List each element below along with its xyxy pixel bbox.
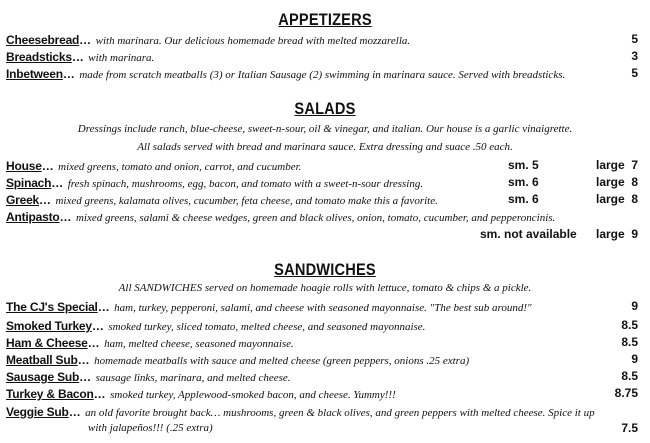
item-name: Antipasto [6, 210, 60, 224]
menu-item-veggie-sub [6, 404, 638, 419]
item-dots: … [68, 405, 81, 419]
item-name: Cheesebread [6, 33, 80, 47]
item-price: 9 [631, 352, 638, 366]
salads-dressing-note: Dressings include ranch, blue-cheese, sweet-n-sour, oil & vinegar, and italian. Our house is a garlic vinaigrette. [77, 123, 573, 135]
item-description: ham, melted cheese, seasoned mayonnaise. [104, 338, 294, 350]
item-description-continued: with jalapeños!!! (.25 extra) [88, 422, 213, 434]
item-name: Breadsticks [6, 50, 72, 64]
item-dots: … [71, 50, 84, 64]
item-description: ham, turkey, pepperoni, salami, and cheese with seasoned mayonnaise. "The best sub around!" [114, 302, 532, 314]
large-label: large [596, 192, 625, 206]
menu-item-house [6, 158, 638, 173]
item-name: Spinach [6, 176, 52, 190]
large-label: large [596, 158, 625, 172]
item-description: smoked turkey, sliced tomato, melted cheese, and seasoned mayonnaise. [108, 321, 426, 333]
item-dots: … [41, 159, 54, 173]
large-price: 9 [631, 227, 638, 241]
item-description: sausage links, marinara, and melted cheese. [95, 372, 291, 384]
item-description: mixed greens, kalamata olives, cucumber, feta cheese, and tomato make this a favorite. [55, 195, 438, 207]
item-dots: … [87, 336, 100, 350]
menu-item-meatball-sub [6, 352, 638, 367]
item-name: Ham & Cheese [6, 336, 88, 350]
menu-item-breadsticks [6, 49, 638, 64]
menu-item-cjs-special [6, 299, 638, 314]
item-dots: … [62, 67, 75, 81]
item-name: Veggie Sub [6, 405, 69, 419]
small-price: sm. 5 [508, 158, 539, 172]
item-dots: … [91, 319, 104, 333]
item-dots: … [51, 176, 64, 190]
item-price: 8.75 [614, 386, 638, 400]
item-dots: … [59, 210, 72, 224]
large-price: 8 [631, 175, 638, 189]
item-name: Meatball Sub [6, 353, 78, 367]
item-price: 5 [631, 66, 638, 80]
menu-item-turkey-bacon [6, 386, 638, 401]
item-price: 7.5 [621, 421, 638, 435]
item-description: with marinara. [88, 52, 155, 64]
large-label: large [596, 227, 625, 241]
item-name: Greek [6, 193, 40, 207]
item-description: mixed greens, salami & cheese wedges, green and black olives, onion, tomato, cucumber, and pepperoncinis. [75, 212, 556, 224]
item-price: 5 [631, 32, 638, 46]
menu-item-ham-cheese [6, 335, 638, 350]
salads-heading: SALADS [294, 99, 356, 118]
item-name: Turkey & Bacon [6, 387, 94, 401]
veggie-sub-continuation [6, 421, 638, 436]
small-price: sm. 6 [508, 192, 539, 206]
appetizers-heading: APPETIZERS [278, 10, 372, 29]
item-dots: … [79, 370, 92, 384]
salads-serving-note: All salads served with bread and marinara sauce. Extra dressing and suace .50 each. [137, 141, 513, 153]
item-description: homemade meatballs with sauce and melted cheese (green peppers, onions .25 extra) [94, 355, 470, 367]
item-price: 8.5 [621, 335, 638, 349]
menu-item-spinach [6, 175, 638, 190]
item-price: 9 [631, 299, 638, 313]
item-description: made from scratch meatballs (3) or Italian Sausage (2) swimming in marinara sauce. Served with breadsticks. [79, 69, 566, 81]
item-name: The CJ's Special [6, 300, 98, 314]
item-dots: … [93, 387, 106, 401]
item-dots: … [39, 193, 52, 207]
small-price: sm. not available [480, 227, 577, 241]
menu-item-smoked-turkey [6, 318, 638, 333]
item-description: smoked turkey, Applewood-smoked bacon, and cheese. Yummy!!! [110, 389, 396, 401]
small-price: sm. 6 [508, 175, 539, 189]
large-price: 8 [631, 192, 638, 206]
item-description: with marinara. Our delicious homemade bread with melted mozzarella. [95, 35, 411, 47]
menu-item-sausage-sub [6, 369, 638, 384]
item-name: Inbetween [6, 67, 63, 81]
item-name: House [6, 159, 42, 173]
item-dots: … [77, 353, 90, 367]
sandwiches-note: All SANDWICHES served on homemade hoagie rolls with lettuce, tomato & chips & a pickle. [118, 282, 532, 294]
menu-item-cheesebread [6, 32, 638, 47]
antipasto-prices [6, 227, 638, 242]
sandwiches-heading: SANDWICHES [274, 260, 376, 279]
item-price: 8.5 [621, 369, 638, 383]
item-description: mixed greens, tomato and onion, carrot, and cucumber. [58, 161, 302, 173]
menu-item-antipasto [6, 209, 638, 224]
item-description: fresh spinach, mushrooms, egg, bacon, and tomato with a sweet-n-sour dressing. [67, 178, 424, 190]
item-name: Sausage Sub [6, 370, 80, 384]
item-name: Smoked Turkey [6, 319, 92, 333]
item-description: an old favorite brought back… mushrooms, green & black olives, and green peppers with melted cheese. Spice it up [85, 407, 595, 419]
item-dots: … [79, 33, 92, 47]
menu-item-greek [6, 192, 638, 207]
item-price: 3 [631, 49, 638, 63]
item-dots: … [97, 300, 110, 314]
large-price: 7 [631, 158, 638, 172]
menu-item-inbetween [6, 66, 638, 81]
item-price: 8.5 [621, 318, 638, 332]
large-label: large [596, 175, 625, 189]
